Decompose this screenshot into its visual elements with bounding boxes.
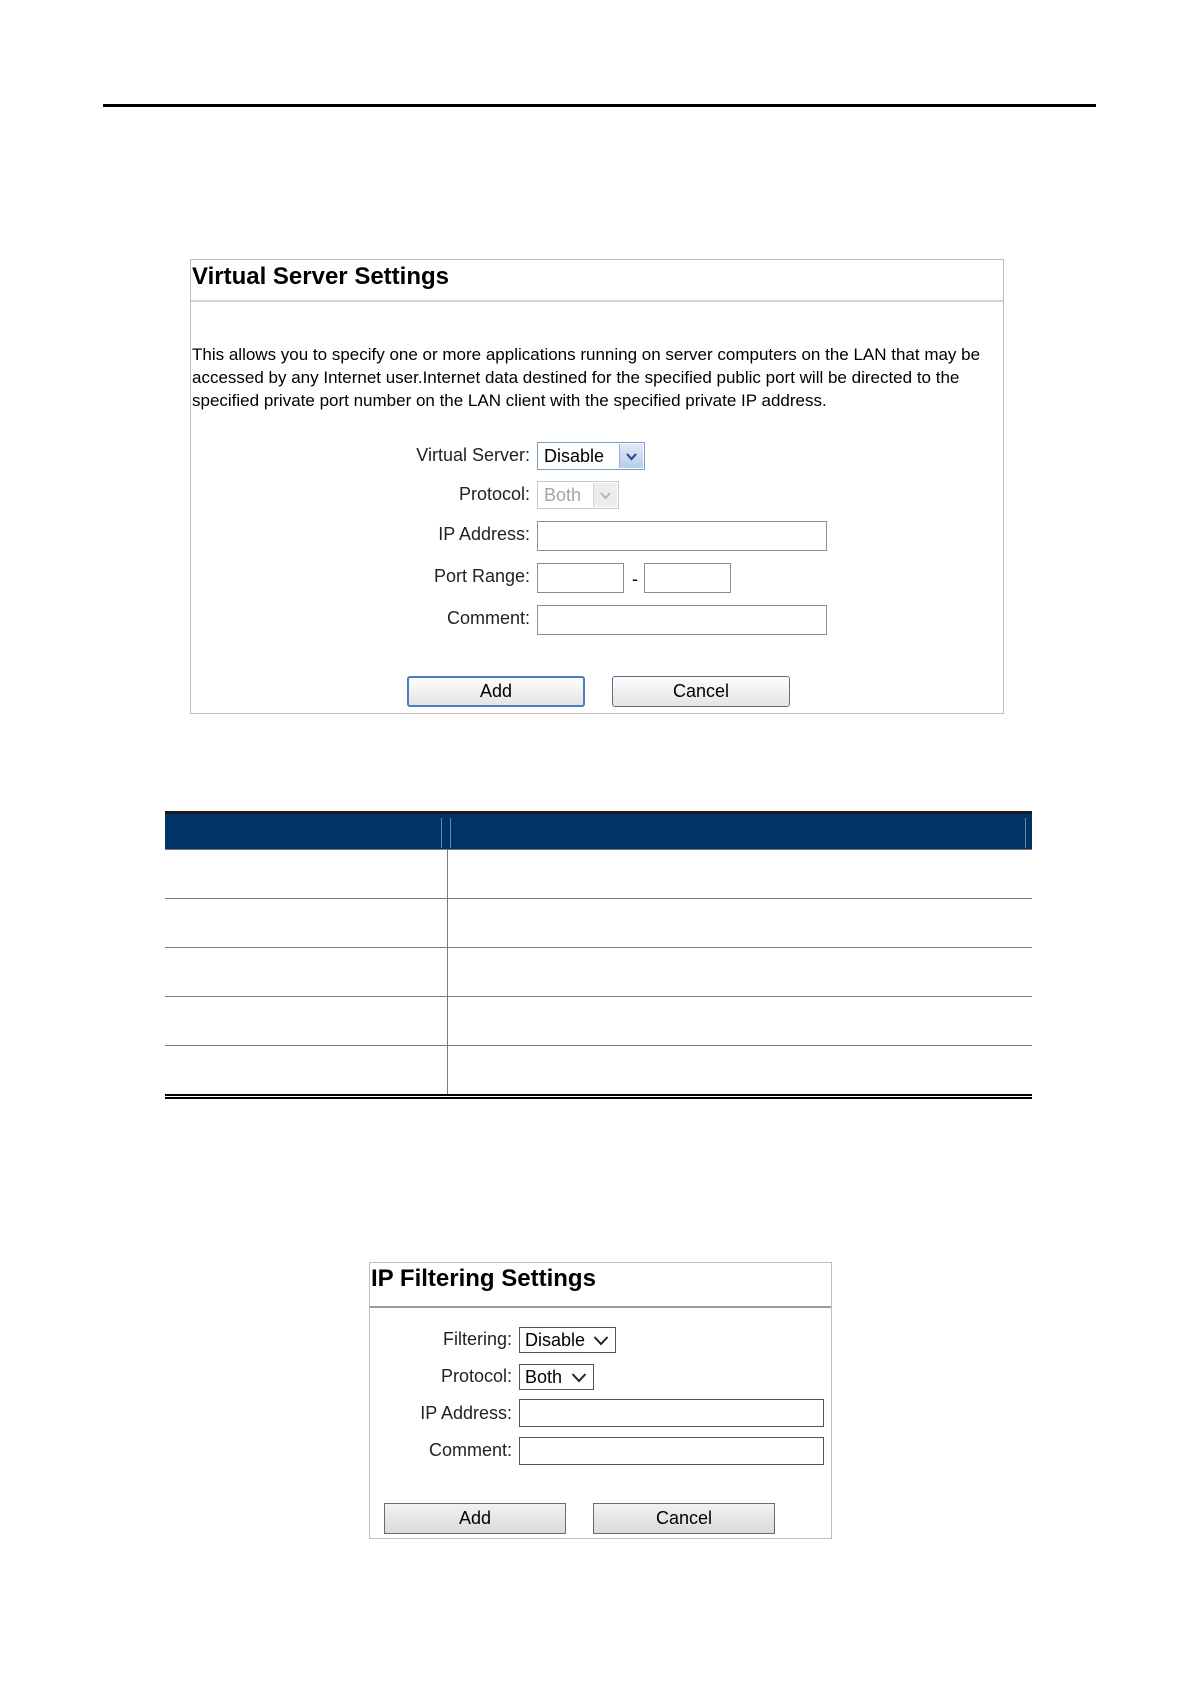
table-row [165, 898, 1032, 947]
comment-label: Comment: [428, 1440, 512, 1460]
page-top-rule [103, 104, 1096, 107]
port-range-separator: - [632, 569, 638, 589]
port-range-label: Port Range: [433, 566, 530, 586]
virtual-server-select-value: Disable [544, 446, 605, 466]
table-row [165, 947, 1032, 996]
parameter-table [165, 811, 1032, 1099]
title-divider [370, 1306, 831, 1308]
ip-address-label: IP Address: [420, 1403, 512, 1423]
protocol-select[interactable] [519, 1364, 594, 1390]
comment-label: Comment: [446, 608, 530, 628]
port-range-end-input[interactable] [644, 563, 731, 593]
chevron-down-icon[interactable] [593, 1335, 609, 1346]
virtual-server-label: Virtual Server: [416, 445, 530, 465]
filtering-label: Filtering: [442, 1329, 512, 1349]
chevron-down-icon[interactable] [593, 483, 617, 507]
table-bottom-rule [165, 1094, 1032, 1099]
table-row [165, 1045, 1032, 1094]
header-column-divider [441, 818, 451, 848]
virtual-server-panel [190, 259, 1004, 714]
port-range-start-input[interactable] [537, 563, 624, 593]
protocol-select[interactable] [537, 481, 619, 509]
comment-input[interactable] [537, 605, 827, 635]
add-button[interactable]: Add [384, 1503, 566, 1534]
protocol-label: Protocol: [458, 484, 530, 504]
ip-address-input[interactable] [519, 1399, 824, 1427]
table-cell [165, 850, 448, 898]
protocol-select-value: Both [525, 1367, 563, 1387]
cancel-button[interactable]: Cancel [593, 1503, 775, 1534]
table-row [165, 996, 1032, 1045]
protocol-select-value: Both [544, 485, 582, 505]
table-cell [165, 948, 448, 996]
virtual-server-select[interactable] [537, 442, 645, 470]
table-header [165, 811, 1032, 849]
add-button[interactable]: Add [407, 676, 585, 707]
cancel-button[interactable]: Cancel [612, 676, 790, 707]
table-row [165, 849, 1032, 898]
virtual-server-title: Virtual Server Settings [192, 263, 449, 290]
ip-filtering-panel [369, 1262, 832, 1539]
header-right-edge [1025, 818, 1026, 848]
chevron-down-icon[interactable] [619, 444, 643, 468]
filtering-select-value: Disable [525, 1330, 586, 1350]
filtering-select[interactable] [519, 1327, 616, 1353]
comment-input[interactable] [519, 1437, 824, 1465]
protocol-label: Protocol: [440, 1366, 512, 1386]
table-cell [165, 899, 448, 947]
table-cell [165, 997, 448, 1045]
ip-address-input[interactable] [537, 521, 827, 551]
virtual-server-description: This allows you to specify one or more applications running on server computers on the LAN that may be accessed by any Internet user.Internet data destined for the specified public port will be directed to the specified private port number on the LAN client with the specified private IP address. [192, 345, 981, 410]
ip-address-label: IP Address: [438, 524, 530, 544]
chevron-down-icon[interactable] [571, 1372, 587, 1383]
title-divider [191, 300, 1003, 302]
ip-filtering-title: IP Filtering Settings [371, 1265, 596, 1292]
table-cell [165, 1046, 448, 1094]
